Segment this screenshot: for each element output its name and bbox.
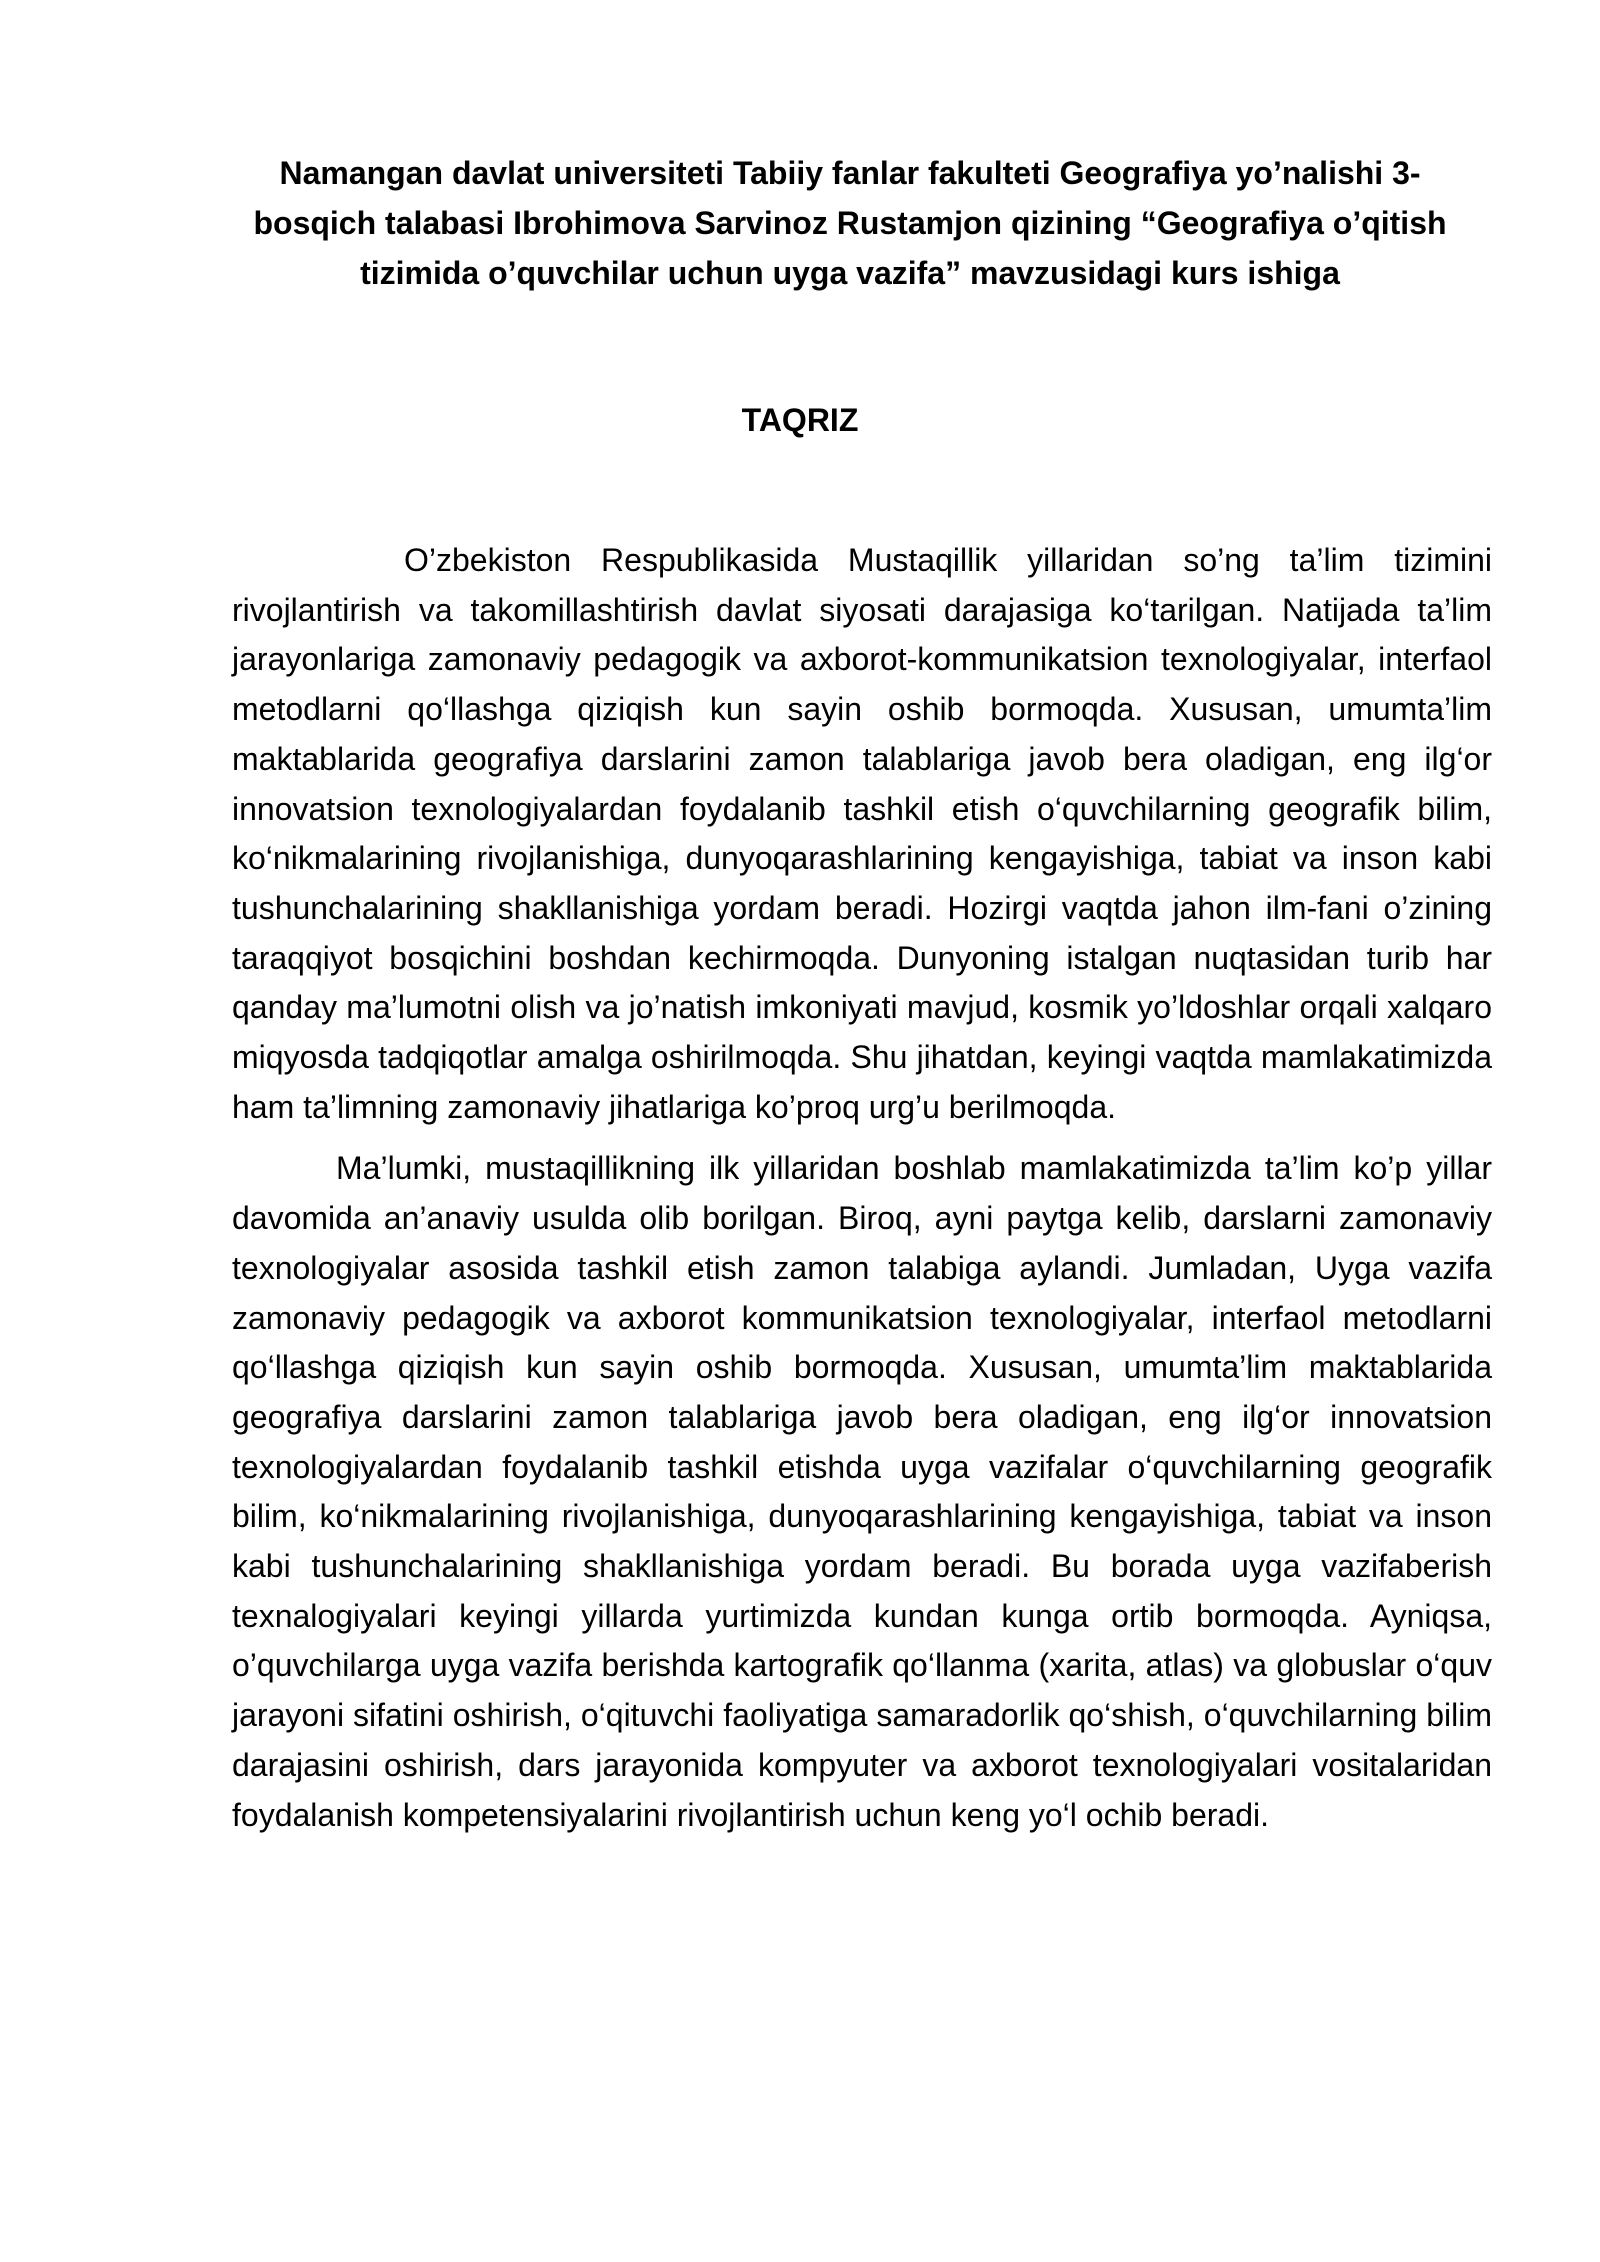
paragraph-2: Ma’lumki, mustaqillikning ilk yillaridan boshlab mamlakatimizda ta’lim ko’p yillar davomida an’anaviy usulda olib borilgan. Biroq, ayni paytga kelib, darslarni zamonaviy texnologiyalar asosida tashkil etish zamon talabiga aylandi. Jumladan, Uyga vazifa zamonaviy pedagogik va axborot kommunikatsion texnologiyalar, interfaol metodlarni qo‘llashga qiziqish kun sayin oshib bormoqda. Xususan, umumta’lim maktablarida geografiya darslarini zamon talablariga javob bera oladigan, eng ilg‘or innovatsion texnologiyalardan foydalanib tashkil etishda uyga vazifalar o‘quvchilarning geografik bilim, ko‘nikmalarining rivojlanishiga, dunyoqarashlarining kengayishiga, tabiat va inson kabi tushunchalarining shakllanishiga yordam beradi. Bu borada uyga vazifaberish texnalogiyalari keyingi yillarda yurtimizda kundan kunga ortib bormoqda. Ayniqsa, o’quvchilarga uyga vazifa berishda kartografik qo‘llanma (xarita, atlas) va globuslar o‘quv jarayoni sifatini oshirish, o‘qituvchi faoliyatiga samaradorlik qo‘shish, o‘quvchilarning bilim darajasini oshirish, dars jarayonida kompyuter va axborot texnologiyalari vositalaridan foydalanish kompetensiyalarini rivojlantirish uchun keng yo‘l ochib beradi. (232, 1150, 1492, 1833)
paragraph-1: O’zbekiston Respublikasida Mustaqillik yillaridan so’ng ta’lim tizimini rivojlantirish va takomillashtirish davlat siyosati darajasiga ko‘tarilgan. Natijada ta’lim jarayonlariga zamonaviy pedagogik va axborot-kommunikatsion texnologiyalar, interfaol metodlarni qo‘llashga qiziqish kun sayin oshib bormoqda. Xususan, umumta’lim maktablarida geografiya darslarini zamon talablariga javob bera oladigan, eng ilg‘or innovatsion texnologiyalardan foydalanib tashkil etish o‘quvchilarning geografik bilim, ko‘nikmalarining rivojlanishiga, dunyoqarashlarining kengayishiga, tabiat va inson kabi tushunchalarining shakllanishiga yordam beradi. Hozirgi vaqtda jahon ilm-fani o’zining taraqqiyot bosqichini boshdan kechirmoqda. Dunyoning istalgan nuqtasidan turib har qanday ma’lumotni olish va jo’natish imkoniyati mavjud, kosmik yo’ldoshlar orqali xalqaro miqyosda tadqiqotlar amalga oshirilmoqda. Shu jihatdan, keyingi vaqtda mamlakatimizda ham ta’limning zamonaviy jihatlariga ko’proq urg’u berilmoqda. (232, 542, 1492, 1125)
review-title: TAQRIZ (741, 402, 859, 438)
document-body (232, 536, 1492, 1840)
document-heading (240, 148, 1460, 298)
heading-line: Namangan davlat universiteti Tabiiy fanlar fakulteti Geografiya yo’nalishi 3- (279, 155, 1421, 191)
heading-line: tizimida o’quvchilar uchun uyga vazifa” mavzusidagi kurs ishiga (360, 255, 1340, 291)
heading-line: bosqich talabasi Ibrohimova Sarvinoz Rustamjon qizining “Geografiya o’qitish (253, 205, 1447, 241)
